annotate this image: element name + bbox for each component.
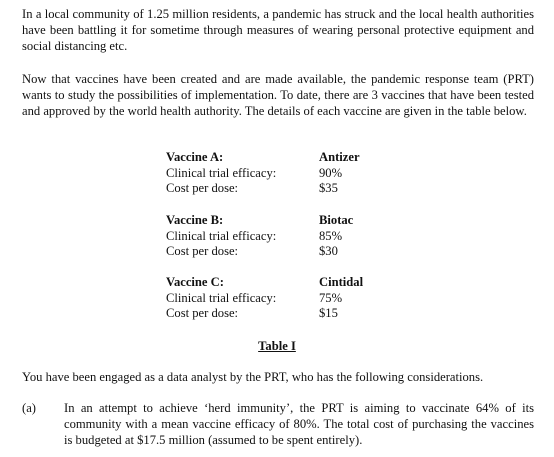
efficacy-label: Clinical trial efficacy: bbox=[166, 228, 277, 243]
item-text: In an attempt to achieve ‘herd immunity’, the PRT is aiming to vaccinate 64% of its community with a mean vaccine efficacy of 80%. The total cost of purchasing the vaccines is budgeted at $17.5 million (assumed to be spent entirely). bbox=[64, 401, 534, 447]
vaccine-name: Cintidal bbox=[319, 275, 364, 289]
cost-value: $35 bbox=[319, 181, 338, 195]
efficacy-value: 85% bbox=[319, 228, 343, 243]
vaccine-heading: Vaccine A: bbox=[166, 150, 224, 164]
cost-label: Cost per dose: bbox=[166, 181, 239, 195]
engagement-paragraph: You have been engaged as a data analyst by the PRT, who has the following considerations. bbox=[22, 370, 484, 384]
vaccine-name: Antizer bbox=[319, 150, 360, 164]
efficacy-value: 90% bbox=[319, 165, 343, 180]
cost-label: Cost per dose: bbox=[166, 244, 239, 258]
vaccine-b-block bbox=[166, 213, 406, 260]
efficacy-value: 75% bbox=[319, 290, 343, 305]
consideration-item bbox=[22, 400, 534, 448]
item-marker: (a) bbox=[22, 401, 36, 415]
table-caption: Table I bbox=[258, 339, 296, 353]
vaccine-c-block bbox=[166, 275, 406, 322]
vaccine-heading: Vaccine C: bbox=[166, 275, 224, 289]
cost-value: $15 bbox=[319, 306, 338, 320]
cost-value: $30 bbox=[319, 244, 338, 258]
vaccines-paragraph: Now that vaccines have been created and are made available, the pandemic response team (PRT) wants to study the possibilities of implementation. To date, there are 3 vaccines that have been tested and approved by the world health authority. The details of each vaccine are given in the table below. bbox=[22, 72, 534, 118]
vaccine-heading: Vaccine B: bbox=[166, 213, 224, 227]
vaccine-name: Biotac bbox=[319, 213, 354, 227]
cost-label: Cost per dose: bbox=[166, 306, 239, 320]
intro-paragraph: In a local community of 1.25 million residents, a pandemic has struck and the local health authorities have been battling it for sometime through measures of wearing personal protective equipment and social distancing etc. bbox=[22, 7, 534, 53]
vaccine-a-block bbox=[166, 150, 406, 197]
efficacy-label: Clinical trial efficacy: bbox=[166, 165, 277, 180]
efficacy-label: Clinical trial efficacy: bbox=[166, 290, 277, 305]
